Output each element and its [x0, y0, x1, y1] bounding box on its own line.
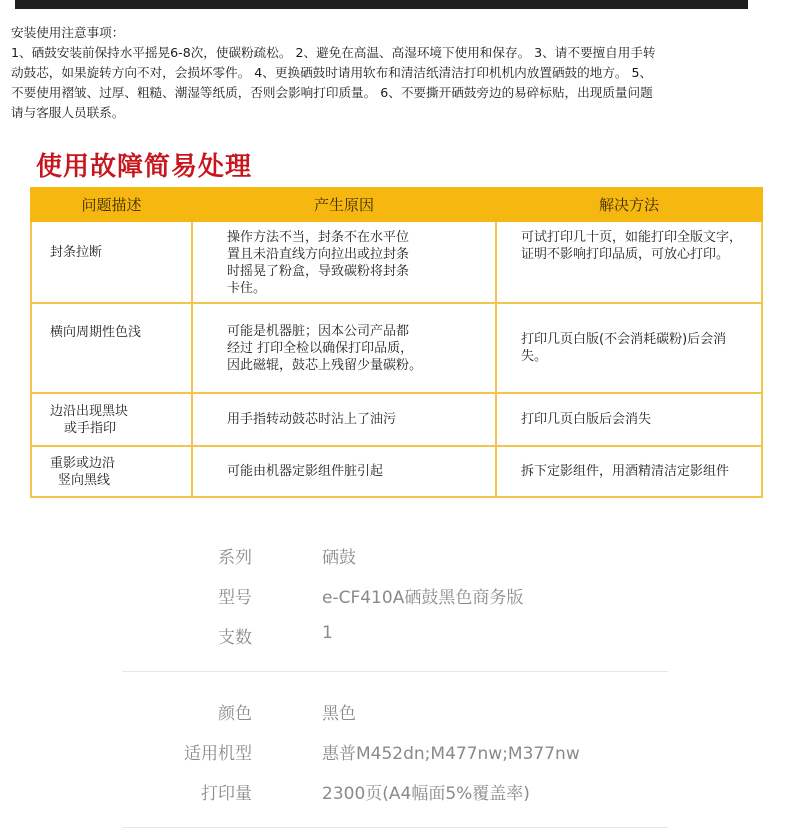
- notes-line: 请与客服人员联系。: [11, 105, 125, 120]
- table-header-row: [31, 188, 762, 221]
- table-row: [31, 446, 762, 497]
- spec-divider: [122, 827, 668, 828]
- problem-cell: [31, 221, 192, 303]
- cell-line: 可能由机器定影组件脏引起: [227, 464, 384, 479]
- spec-label: 颜色: [218, 704, 252, 724]
- column-header-problem: 问题描述: [31, 188, 192, 221]
- cell-line: 可试打印几十页，如能打印全版文字，: [521, 230, 743, 245]
- spec-row-page-yield: [0, 779, 790, 803]
- spec-label: 系列: [218, 548, 252, 568]
- spec-label: 打印量: [201, 784, 252, 804]
- cell-line: 证明不影响打印品质，可放心打印。: [521, 247, 730, 262]
- table-row: [31, 393, 762, 446]
- cell-line: 边沿出现黑块: [50, 403, 129, 419]
- spec-value: 硒鼓: [322, 548, 356, 568]
- spec-label: 适用机型: [184, 744, 252, 764]
- spec-row-color: [0, 699, 790, 723]
- notes-line: 不要使用褶皱、过厚、粗糙、潮湿等纸质，否则会影响打印质量。 6、不要撕开硒鼓旁边的易碎标贴，出现质量问题: [11, 85, 653, 100]
- solution-cell: [496, 446, 762, 497]
- cell-line: 竖向黑线: [58, 472, 111, 488]
- troubleshooting-table: [30, 187, 763, 498]
- spec-value: e-CF410A硒鼓黑色商务版: [322, 588, 524, 608]
- spec-value: 惠普M452dn;M477nw;M377nw: [322, 744, 580, 764]
- spec-divider: [122, 671, 668, 672]
- column-header-cause: 产生原因: [192, 188, 496, 221]
- cell-line: 打印几页白版(不会消耗碳粉)后会消失。: [521, 332, 727, 364]
- spec-value: 1: [322, 623, 333, 643]
- problem-cell: [31, 303, 192, 393]
- table-row: [31, 221, 762, 303]
- cell-line: 打印几页白版后会消失: [521, 412, 652, 427]
- troubleshooting-title: 使用故障简易处理: [36, 152, 253, 182]
- cell-line: 横向周期性色浅: [50, 325, 142, 340]
- spec-value: 2300页(A4幅面5%覆盖率): [322, 784, 530, 804]
- solution-cell: [496, 393, 762, 446]
- cell-line: 卡住。: [227, 281, 267, 296]
- cause-cell: [192, 393, 496, 446]
- cause-cell: [192, 303, 496, 393]
- notes-line: 动鼓芯，如果旋转方向不对，会损坏零件。 4、更换硒鼓时请用软布和清洁纸清洁打印机机内放置硒鼓的地方。 5、: [11, 65, 653, 80]
- column-header-solution: 解决方法: [496, 188, 762, 221]
- cell-line: 经过 打印全检以确保打印品质，: [227, 340, 414, 356]
- spec-value: 黑色: [322, 704, 356, 724]
- spec-row-count: [0, 623, 790, 647]
- cell-line: 可能是机器脏；因本公司产品都: [227, 323, 410, 339]
- notes-line: 1、硒鼓安装前保持水平摇晃6-8次，使碳粉疏松。 2、避免在高温、高湿环境下使用和保存。 3、请不要擅自用手转: [11, 45, 656, 60]
- spec-label: 支数: [218, 628, 252, 648]
- spec-row-series: [0, 543, 790, 567]
- solution-cell: [496, 303, 762, 393]
- notes-heading: 安装使用注意事项：: [11, 25, 125, 40]
- cell-line: 封条拉断: [50, 245, 103, 260]
- problem-cell: [31, 446, 192, 497]
- table-row: [31, 303, 762, 393]
- cause-cell: [192, 446, 496, 497]
- cell-line: 因此磁辊，鼓芯上残留少量碳粉。: [227, 357, 423, 373]
- spec-row-compatible-models: [0, 739, 790, 763]
- cell-line: 置且未沿直线方向拉出或拉封条: [227, 247, 410, 262]
- cell-line: 用手指转动鼓芯时沾上了油污: [227, 412, 397, 427]
- solution-cell: [496, 221, 762, 303]
- problem-cell: [31, 393, 192, 446]
- cell-line: 或手指印: [64, 420, 117, 436]
- top-dark-banner: [15, 0, 748, 9]
- installation-notes: [11, 23, 771, 123]
- spec-label: 型号: [218, 588, 252, 608]
- cell-line: 重影或边沿: [50, 455, 116, 471]
- cell-line: 时摇晃了粉盒，导致碳粉将封条: [227, 264, 410, 279]
- cell-line: 拆下定影组件，用酒精清洁定影组件: [521, 464, 730, 479]
- cause-cell: [192, 221, 496, 303]
- cell-line: 操作方法不当，封条不在水平位: [227, 230, 410, 245]
- spec-row-model: [0, 583, 790, 607]
